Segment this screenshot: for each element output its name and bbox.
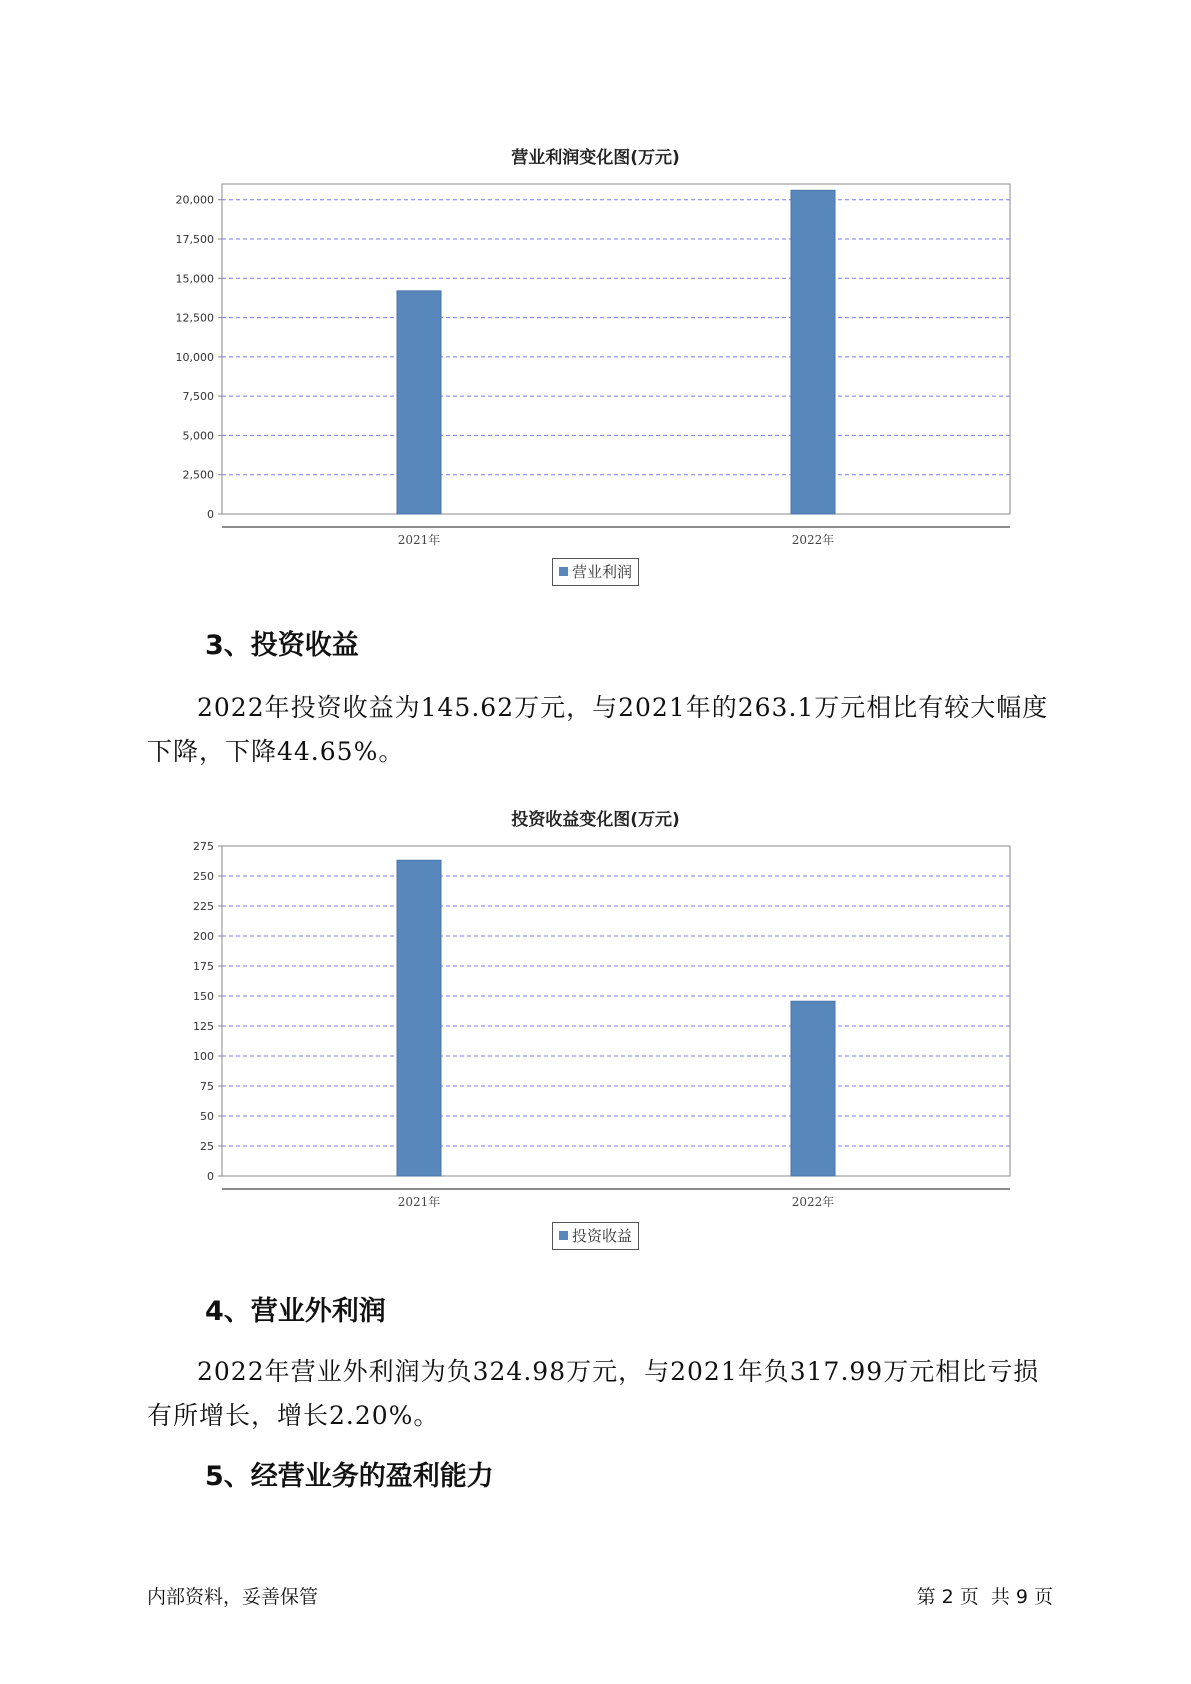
legend-swatch-icon xyxy=(559,1231,568,1240)
y-tick-label: 2,500 xyxy=(182,468,214,482)
operating-profit-chart xyxy=(0,184,1191,547)
chart2-legend xyxy=(552,1222,639,1250)
y-tick-label: 200 xyxy=(193,930,214,943)
chart2-title: 投资收益变化图(万元) xyxy=(511,810,680,830)
y-tick-label: 175 xyxy=(193,960,214,973)
section-4-heading: 4、营业外利润 xyxy=(205,1296,386,1327)
y-tick-label: 20,000 xyxy=(175,193,214,207)
chart1-title: 营业利润变化图(万元) xyxy=(511,148,680,168)
y-tick-label: 7,500 xyxy=(182,390,214,404)
bar xyxy=(397,860,441,1176)
y-tick-label: 250 xyxy=(193,870,214,883)
y-tick-label: 5,000 xyxy=(182,429,214,443)
legend-swatch-icon xyxy=(559,567,568,576)
y-tick-label: 0 xyxy=(207,1170,214,1183)
y-tick-label: 12,500 xyxy=(175,311,214,325)
x-tick-label: 2021年 xyxy=(397,1195,441,1209)
y-tick-label: 17,500 xyxy=(175,233,214,246)
footer-confidential-note: 内部资料，妥善保管 xyxy=(147,1586,319,1608)
y-tick-label: 50 xyxy=(200,1110,214,1123)
section-3-heading: 3、投资收益 xyxy=(205,630,359,661)
section-5-heading: 5、经营业务的盈利能力 xyxy=(205,1461,494,1492)
section-4-text: 2022年营业外利润为负324.98万元，与2021年负317.99万元相比亏损有所增长，增长2.20%。 xyxy=(147,1357,1040,1430)
section-3-text: 2022年投资收益为145.62万元，与2021年的263.1万元相比有较大幅度下降，下降44.65%。 xyxy=(147,693,1049,766)
y-tick-label: 15,000 xyxy=(175,272,214,286)
chart1-legend xyxy=(552,558,639,586)
bar xyxy=(397,291,441,514)
y-tick-label: 275 xyxy=(193,840,214,853)
plot-frame xyxy=(222,184,1010,514)
y-tick-label: 100 xyxy=(193,1050,214,1063)
chart1-legend-label: 营业利润 xyxy=(572,563,633,581)
chart2-svg xyxy=(0,840,1191,1209)
y-tick-label: 150 xyxy=(193,990,214,1003)
y-tick-label: 225 xyxy=(193,900,214,913)
chart1-svg xyxy=(0,184,1191,547)
y-tick-label: 10,000 xyxy=(175,350,214,364)
bar xyxy=(791,190,835,514)
footer-page-number: 第 2 页 共 9 页 xyxy=(916,1586,1053,1608)
x-tick-label: 2022年 xyxy=(791,533,835,547)
y-tick-label: 75 xyxy=(200,1080,214,1093)
investment-income-chart xyxy=(0,840,1191,1209)
bar xyxy=(791,1001,835,1176)
y-tick-label: 125 xyxy=(193,1020,214,1033)
x-tick-label: 2021年 xyxy=(397,533,441,547)
x-tick-label: 2022年 xyxy=(791,1195,835,1209)
y-tick-label: 0 xyxy=(207,508,214,521)
y-tick-label: 25 xyxy=(200,1140,214,1153)
plot-frame xyxy=(222,846,1010,1176)
chart2-legend-label: 投资收益 xyxy=(572,1227,633,1245)
